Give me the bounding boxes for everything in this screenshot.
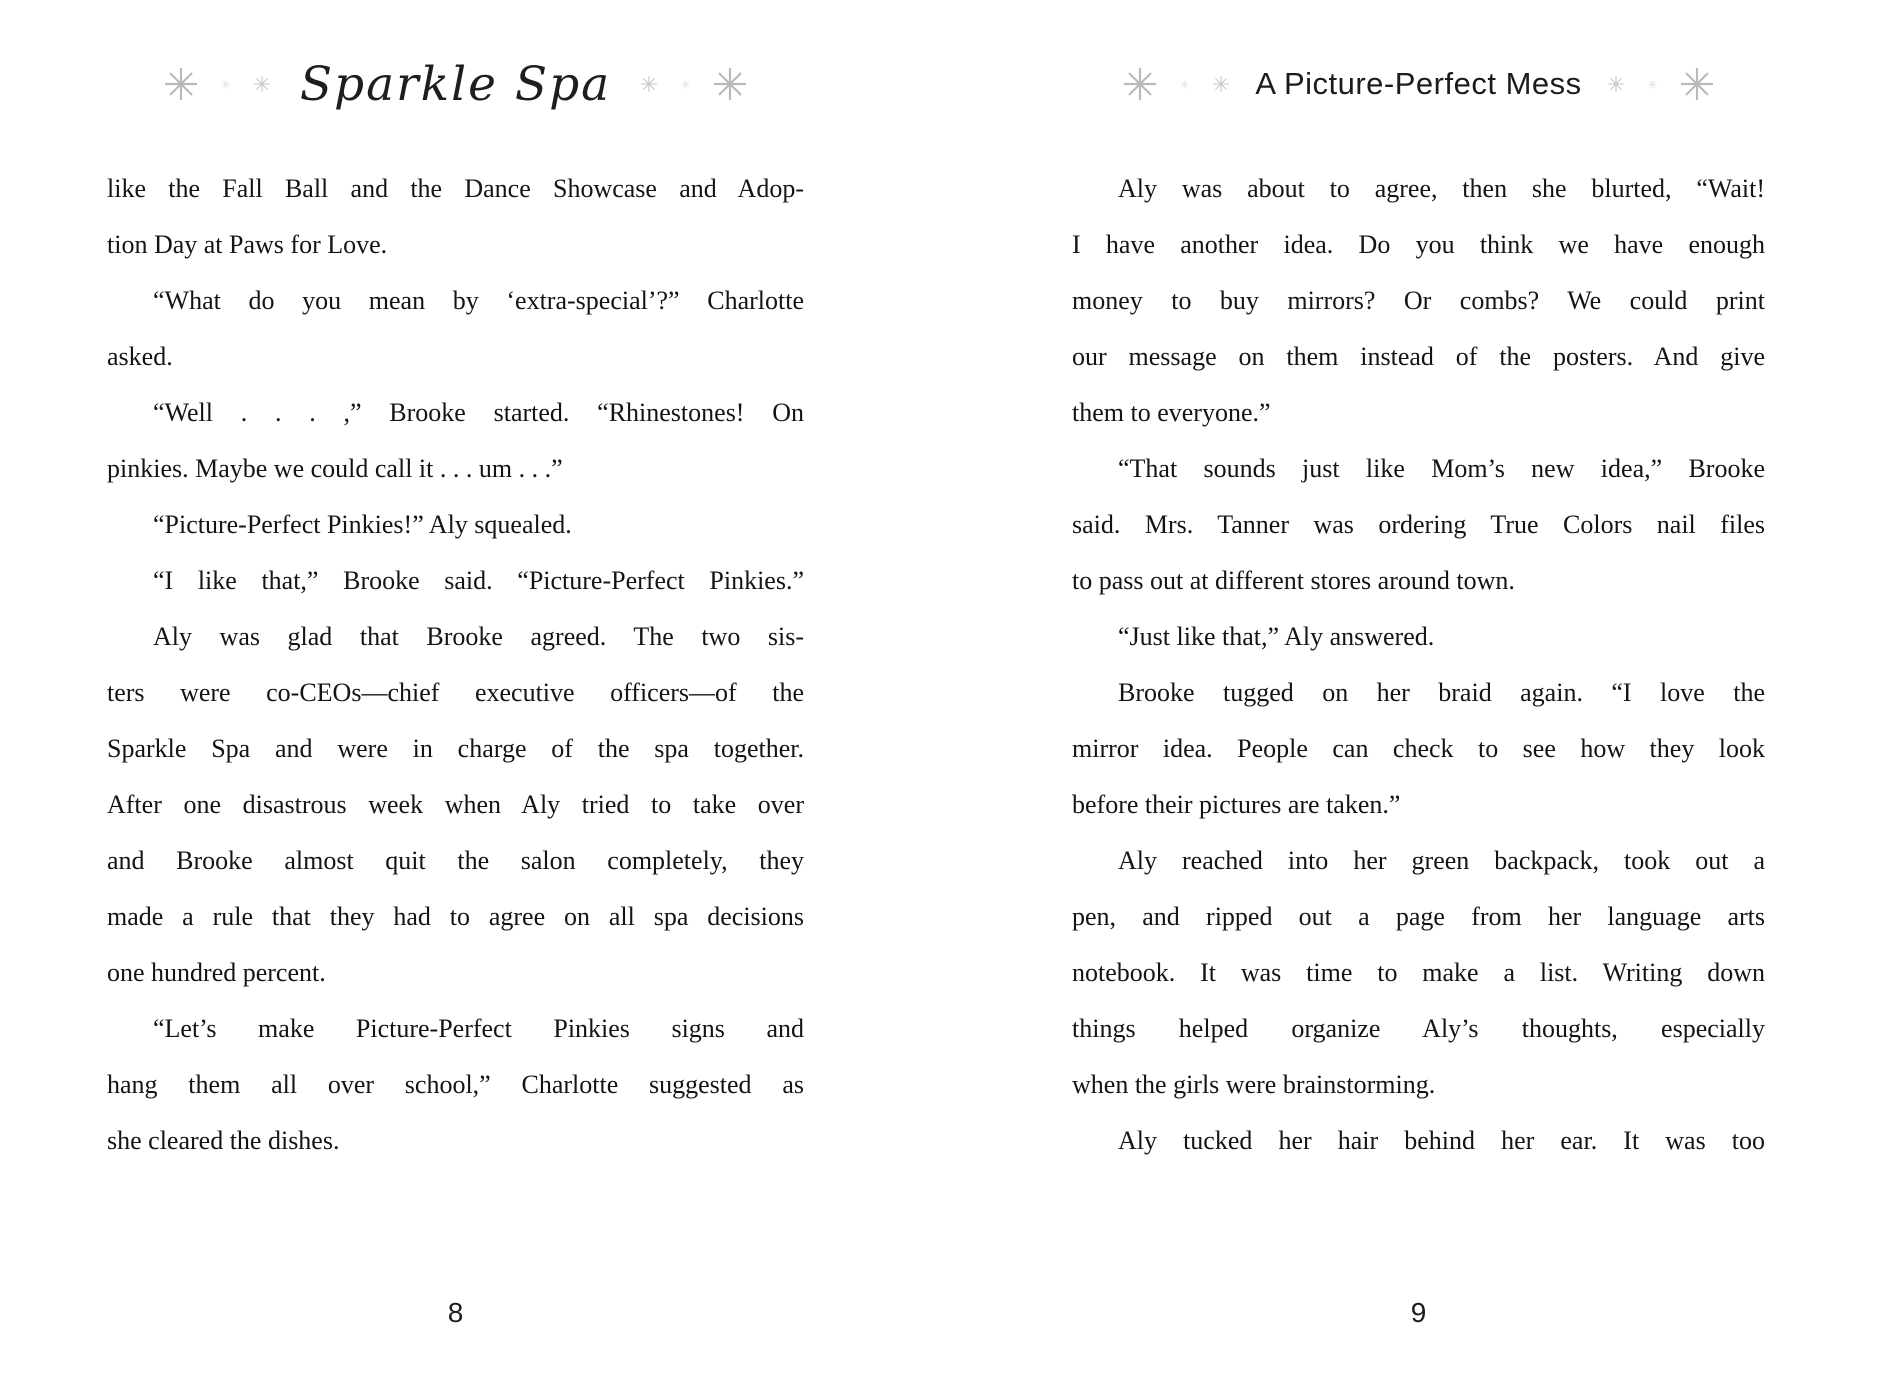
sparkle-icon <box>1608 76 1624 92</box>
text-line: “Well . . . ,” Brooke started. “Rhinestones! On <box>153 398 804 427</box>
text-line: mirror idea. People can check to see how they look <box>1072 734 1765 763</box>
text-line: made a rule that they had to agree on all spa decisions <box>107 902 804 931</box>
left-text-block <box>107 161 804 1169</box>
sparkle-icon <box>641 76 657 92</box>
page-number: 8 <box>447 1297 464 1328</box>
text-line: Brooke tugged on her braid again. “I love the <box>1118 678 1765 707</box>
text-line: Aly was about to agree, then she blurted, “Wait! <box>1118 174 1765 203</box>
text-line: Aly reached into her green backpack, took out a <box>1118 846 1765 875</box>
right-page <box>1072 0 1765 1396</box>
text-line: asked. <box>107 342 173 371</box>
sparkle-icon <box>165 68 197 100</box>
text-line: things helped organize Aly’s thoughts, especially <box>1072 1014 1765 1043</box>
sparkle-icon <box>1648 80 1657 89</box>
text-line: ters were co-CEOs—chief executive officers—of the <box>107 678 804 707</box>
text-line: Aly was glad that Brooke agreed. The two sis- <box>153 622 804 651</box>
text-line: “Let’s make Picture-Perfect Pinkies signs and <box>153 1014 804 1043</box>
text-line: before their pictures are taken.” <box>1072 790 1401 819</box>
text-line: I have another idea. Do you think we have enough <box>1072 230 1765 259</box>
text-line: “Just like that,” Aly answered. <box>1118 622 1435 651</box>
text-line: “What do you mean by ‘extra-special’?” Charlotte <box>153 286 804 315</box>
text-line: notebook. It was time to make a list. Writing down <box>1072 958 1765 987</box>
right-text-block <box>1072 161 1765 1169</box>
text-line: said. Mrs. Tanner was ordering True Colors nail files <box>1072 510 1765 539</box>
text-line: to pass out at different stores around town. <box>1072 566 1515 595</box>
sparkle-icon <box>1681 68 1713 100</box>
text-line: money to buy mirrors? Or combs? We could print <box>1072 286 1765 315</box>
text-line: “Picture-Perfect Pinkies!” Aly squealed. <box>153 510 572 539</box>
text-line: one hundred percent. <box>107 958 326 987</box>
text-line: hang them all over school,” Charlotte suggested as <box>107 1070 804 1099</box>
sparkle-icon <box>1180 80 1189 89</box>
text-line: “I like that,” Brooke said. “Picture-Perfect Pinkies.” <box>153 566 804 595</box>
text-line: tion Day at Paws for Love. <box>107 230 388 259</box>
text-line: like the Fall Ball and the Dance Showcase and Adop- <box>107 174 804 203</box>
left-page <box>107 0 804 1396</box>
text-line: pen, and ripped out a page from her language arts <box>1072 902 1765 931</box>
right-running-head <box>1072 46 1765 122</box>
text-line: she cleared the dishes. <box>107 1126 340 1155</box>
page-number: 9 <box>1410 1297 1427 1328</box>
text-line: and Brooke almost quit the salon completely, they <box>107 846 804 875</box>
text-line: pinkies. Maybe we could call it . . . um . . .” <box>107 454 563 483</box>
text-line: them to everyone.” <box>1072 398 1271 427</box>
text-line: “That sounds just like Mom’s new idea,” Brooke <box>1118 454 1765 483</box>
text-line: Sparkle Spa and were in charge of the spa together. <box>107 734 804 763</box>
text-line: Aly tucked her hair behind her ear. It was too <box>1118 1126 1765 1155</box>
left-running-head <box>107 46 804 122</box>
text-line: when the girls were brainstorming. <box>1072 1070 1436 1099</box>
sparkle-icon <box>254 76 270 92</box>
text-line: After one disastrous week when Aly tried to take over <box>107 790 804 819</box>
sparkle-icon <box>221 80 230 89</box>
sparkle-icon <box>714 68 746 100</box>
sparkle-icon <box>681 80 690 89</box>
sparkle-icon <box>1213 76 1229 92</box>
text-line: our message on them instead of the posters. And give <box>1072 342 1765 371</box>
chapter-title: A Picture-Perfect Mess <box>1255 66 1582 101</box>
series-title: Sparkle Spa <box>299 56 612 112</box>
sparkle-icon <box>1124 68 1156 100</box>
